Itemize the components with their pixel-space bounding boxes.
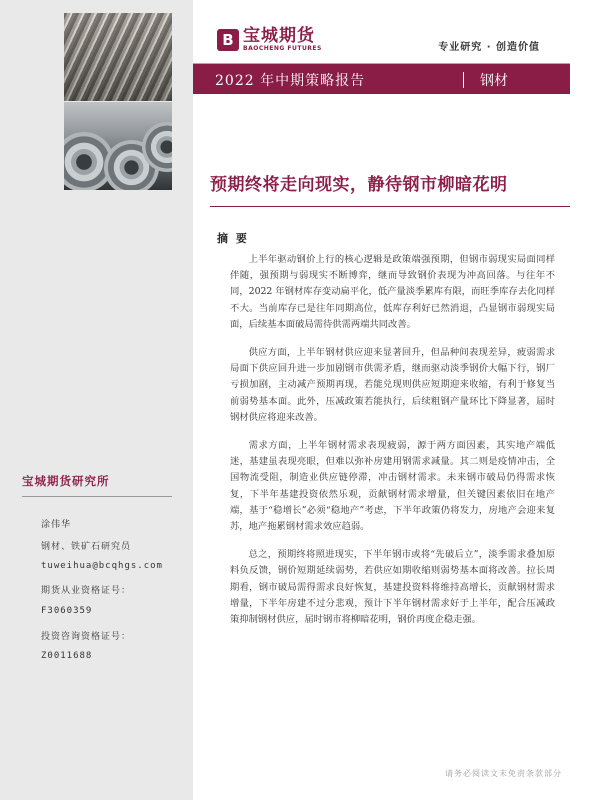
abstract-paragraph: 供应方面，上半年钢材供应迎来显著回升，但品种间表现差异，疲弱需求局面下供应回升进一步加剧钢市供需矛盾，继而驱动淡季钢价大幅下行，钢厂亏损加剧，主动减产预期再现，若能兑现则供应短期迎来收缩，有利于修复当前弱势基本面。此外，压减政策若能执行，后续粗钢产量环比下降显著，届时钢材供应将迎来改善。 xyxy=(230,347,555,423)
sidebar-divider xyxy=(22,496,172,497)
analyst-title: 钢材、铁矿石研究员 xyxy=(41,542,132,552)
abstract-paragraph: 需求方面，上半年钢材需求表现疲弱，源于两方面因素，其实地产端低迷，基建虽表现亮眼，但难以弥补房建用钢需求减量。其二则是疫情冲击，全国物流受阻，制造业供应链停滞，冲击钢材需求。未来钢市破局仍得需求恢复，下半年基建投资依然乐观，贡献钢材需求增量，但关键因素依旧在地产端，基于“稳增长”必须“稳地产”考虑，下半年政策仍将发力，房地产会迎来复苏，地产拖累钢材需求效应趋弱。 xyxy=(230,440,555,533)
footer-disclaimer: 请务必阅读文末免责条款部分 xyxy=(445,769,562,778)
report-category: 钢材 xyxy=(480,73,508,89)
advisor-license-number: Z0011688 xyxy=(41,651,93,661)
banner-divider xyxy=(463,72,464,88)
abstract-paragraph: 上半年驱动钢价上行的核心逻辑是政策端强预期，但钢市弱现实局面同样伴随，强预期与弱现实不断博弈，继而导致钢价表现为冲高回落。与往年不同，2022 年钢材库存变动扁平化，低产量淡季累库有限，而旺季库存去化同样不大。当前库存已是往年同期高位，低库存利好已然消退，凸显钢市弱现实局面，后续基本面破局需待供需两端共同改善。 xyxy=(230,254,555,330)
title-divider xyxy=(210,206,570,207)
analyst-email[interactable]: tuweihua@bcqhgs.com xyxy=(41,561,163,571)
analyst-name: 涂伟华 xyxy=(41,520,72,530)
rebar-photo xyxy=(64,13,172,101)
steel-coil-photo xyxy=(64,102,172,190)
logo-icon: B xyxy=(217,29,239,51)
slogan: 专业研究 · 创造价值 xyxy=(438,42,540,53)
license-number: F3060359 xyxy=(41,606,93,616)
license-label: 期货从业资格证号： xyxy=(41,586,132,596)
report-type: 2022 年中期策略报告 xyxy=(215,73,366,89)
logo-english-name: BAOCHENG FUTURES xyxy=(243,45,322,52)
institute-name: 宝城期货研究所 xyxy=(22,474,110,488)
abstract-body xyxy=(230,252,555,640)
advisor-license-label: 投资咨询资格证号： xyxy=(41,632,132,642)
company-logo xyxy=(217,27,322,52)
logo-chinese-name: 宝城期货 xyxy=(243,26,315,46)
abstract-paragraph: 总之，预期终将照进现实，下半年钢市或将“先破后立”，淡季需求叠加原料负反馈，钢价短期延续弱势，若供应如期收缩则弱势基本面将改善。拉长周期看，钢市破局需得需求良好恢复，基建投资料将维持高增长，贡献钢材需求增量，下半年房建不过分悲观，预计下半年钢材需求好于上半年，配合压减政策抑制钢材供应，届时钢市将柳暗花明，钢价再度企稳走强。 xyxy=(230,549,555,626)
report-title: 预期终将走向现实，静待钢市柳暗花明 xyxy=(210,175,508,195)
report-banner xyxy=(193,63,570,94)
abstract-heading: 摘 要 xyxy=(217,232,249,245)
